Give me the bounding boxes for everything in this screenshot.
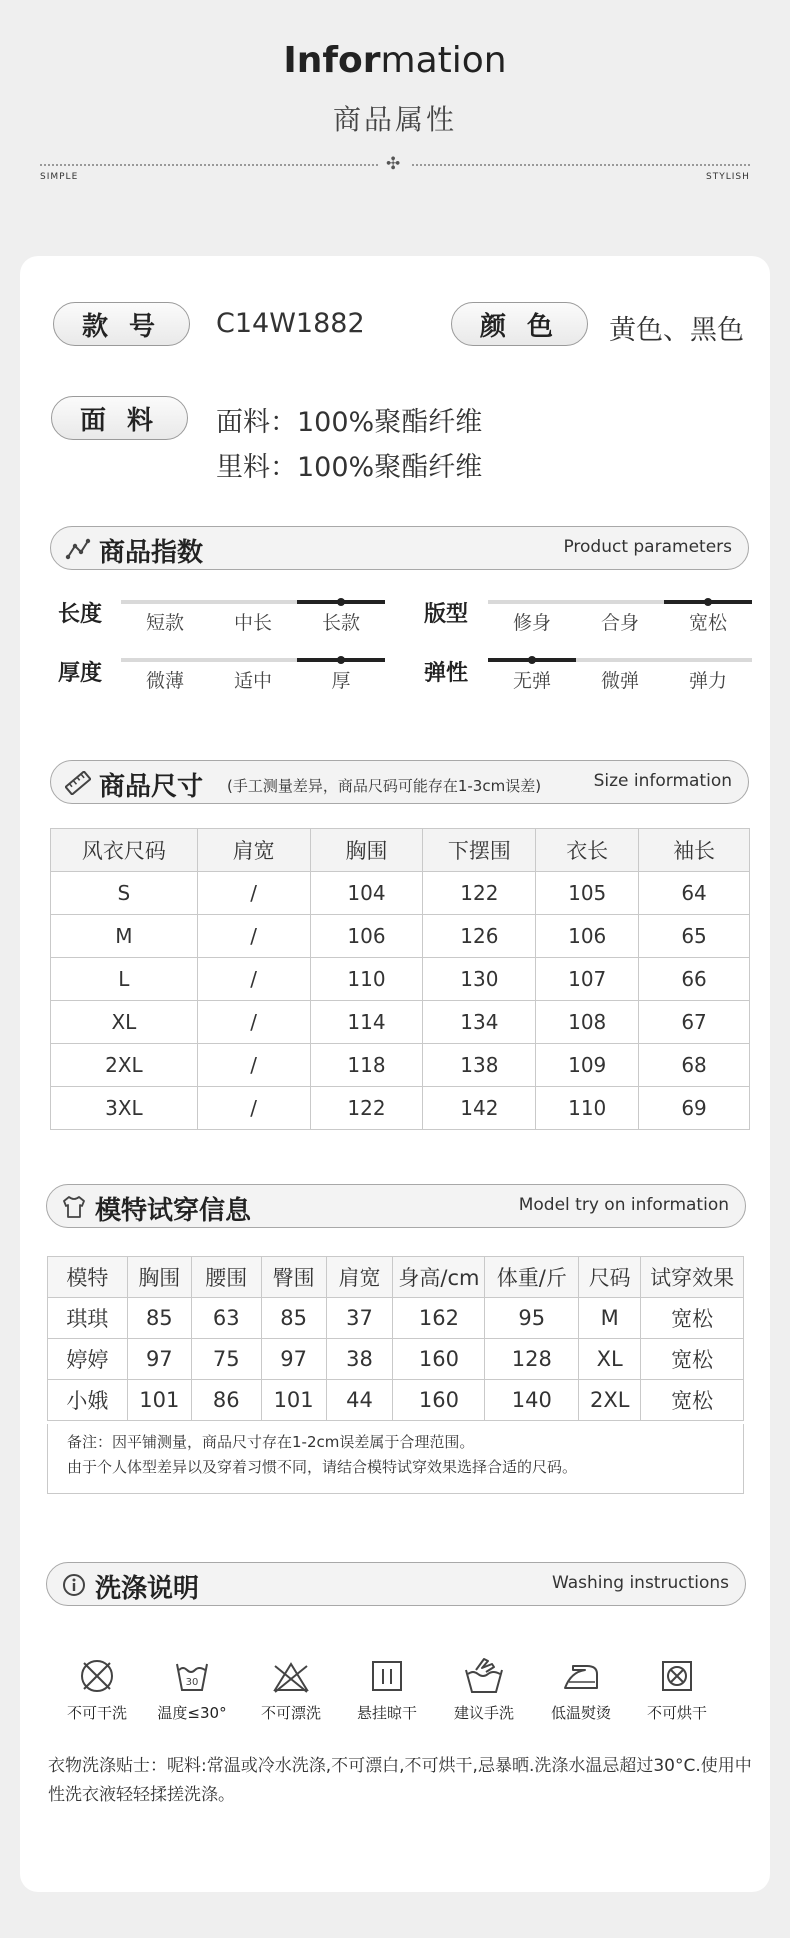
table-cell: 122 [310,1087,423,1130]
table-row [51,1087,750,1130]
table-cell: / [197,915,310,958]
no-dry-clean-icon [77,1656,117,1696]
page-subtitle: 商品属性 [332,103,457,136]
table-cell: 64 [639,872,750,915]
table-cell: 宽松 [641,1298,744,1339]
param-label: 弹性 [424,661,469,686]
divider-ornament-icon: ✣ [386,154,401,174]
table-cell: 37 [326,1298,393,1339]
model-info-header [46,1184,746,1228]
table-cell: 66 [639,958,750,1001]
model-note [47,1424,744,1494]
table-header-row [48,1257,744,1298]
table-cell: 106 [310,915,423,958]
table-cell: / [197,958,310,1001]
table-cell: 101 [261,1380,326,1421]
table-cell: 109 [536,1044,639,1087]
table-header-cell: 尺码 [579,1257,641,1298]
table-cell: 婷婷 [48,1339,128,1380]
table-cell: 110 [536,1087,639,1130]
title-light: mation [380,40,507,81]
table-cell: 134 [423,1001,536,1044]
table-cell: 138 [423,1044,536,1087]
wash-30-icon [172,1656,212,1696]
table-cell: 67 [639,1001,750,1044]
stylish-tag: STYLISH [706,172,750,182]
param-bar [121,658,209,662]
wash-label: 悬挂晾干 [356,1704,417,1722]
table-cell: 118 [310,1044,423,1087]
table-header-cell: 肩宽 [197,829,310,872]
param-option: 厚 [331,670,351,692]
style-no-pill: 款 号 [53,302,190,346]
table-cell: 160 [393,1339,485,1380]
hang-dry-icon [367,1656,407,1696]
table-cell: 107 [536,958,639,1001]
table-cell: / [197,1044,310,1087]
note-line-2: 由于个人体型差异以及穿着习惯不同，请结合模特试穿效果选择合适的尺码。 [67,1458,578,1476]
table-cell: 69 [639,1087,750,1130]
ruler-icon [65,771,91,795]
table-cell: 108 [536,1001,639,1044]
table-header-cell: 肩宽 [326,1257,393,1298]
fabric-lining: 里料：100%聚酯纤维 [216,452,483,483]
wash-item [635,1656,719,1723]
header-divider-right [412,164,750,166]
section-title: 洗涤说明 [95,1574,200,1604]
param-marker [704,598,712,606]
no-bleach-icon [271,1656,311,1696]
param-bar [121,600,209,604]
table-header-cell: 模特 [48,1257,128,1298]
param-option: 弹力 [688,670,727,692]
wash-item [249,1656,333,1723]
section-title: 商品指数 [99,538,204,568]
product-parameters-header [50,526,749,570]
table-cell: S [51,872,198,915]
param-bar [576,658,664,662]
section-title-en: Size information [593,771,732,791]
param-marker [337,656,345,664]
table-cell: / [197,872,310,915]
wash-label: 不可漂洗 [260,1704,321,1722]
wash-item [539,1656,623,1723]
table-row [48,1380,744,1421]
table-cell: 105 [536,872,639,915]
model-table [47,1256,744,1421]
table-cell: 114 [310,1001,423,1044]
hand-wash-icon [462,1656,506,1696]
table-cell: M [51,915,198,958]
table-cell: 2XL [579,1380,641,1421]
wash-item [345,1656,429,1723]
table-cell: L [51,958,198,1001]
table-cell: 宽松 [641,1339,744,1380]
param-option: 适中 [233,670,272,692]
simple-tag: SIMPLE [40,172,79,182]
table-cell: 宽松 [641,1380,744,1421]
table-cell: 130 [423,958,536,1001]
size-note: (手工测量差异，商品尺码可能存在1-3cm误差) [227,777,542,795]
color-pill: 颜 色 [451,302,588,346]
section-title-en: Washing instructions [551,1573,729,1593]
table-cell: 140 [485,1380,579,1421]
table-cell: 95 [485,1298,579,1339]
table-header-cell: 衣长 [536,829,639,872]
table-cell: M [579,1298,641,1339]
param-marker [528,656,536,664]
table-header-cell: 体重/斤 [485,1257,579,1298]
param-bar [209,658,297,662]
table-header-cell: 臀围 [261,1257,326,1298]
washing-tip: 衣物洗涤贴士：呢料:常温或冷水洗涤,不可漂白,不可烘干,忌暴晒.洗涤水温忌超过30°C.使用中性洗衣液轻轻揉搓洗涤。 [48,1756,752,1805]
no-tumble-dry-icon [657,1656,697,1696]
table-cell: 68 [639,1044,750,1087]
table-cell: 110 [310,958,423,1001]
table-row [51,872,750,915]
page-title [0,40,790,81]
table-row [51,1044,750,1087]
table-cell: 63 [191,1298,261,1339]
table-cell: / [197,1001,310,1044]
wash-item [55,1656,139,1723]
param-option: 无弹 [512,670,551,692]
param-option: 修身 [512,612,551,634]
table-cell: 44 [326,1380,393,1421]
table-cell: 128 [485,1339,579,1380]
param-option: 合身 [600,612,639,634]
table-cell: 101 [127,1380,191,1421]
table-cell: 160 [393,1380,485,1421]
param-label: 长度 [58,602,103,627]
table-cell: 85 [261,1298,326,1339]
table-cell: XL [51,1001,198,1044]
wash-item [150,1656,234,1723]
param-marker [337,598,345,606]
table-row [51,958,750,1001]
table-cell: 104 [310,872,423,915]
table-header-cell: 胸围 [127,1257,191,1298]
table-cell: / [197,1087,310,1130]
param-option: 长款 [321,612,360,634]
section-title: 商品尺寸 [99,772,204,802]
wash-item [442,1656,526,1723]
table-header-cell: 下摆围 [423,829,536,872]
param-bar [576,600,664,604]
low-iron-icon [559,1656,603,1696]
fabric-outer: 面料：100%聚酯纤维 [216,407,483,438]
wash-label: 温度≤30° [157,1704,227,1722]
section-title-en: Product parameters [563,537,732,557]
size-info-header [50,760,749,804]
table-cell: 琪琪 [48,1298,128,1339]
table-header-cell: 试穿效果 [641,1257,744,1298]
param-label: 厚度 [58,661,103,686]
table-header-cell: 风衣尺码 [51,829,198,872]
trend-icon [65,537,91,561]
note-line-1: 备注：因平铺测量，商品尺寸存在1-2cm误差属于合理范围。 [67,1433,475,1451]
table-cell: 65 [639,915,750,958]
table-cell: 75 [191,1339,261,1380]
style-no-value: C14W1882 [216,308,365,339]
table-cell: 142 [423,1087,536,1130]
param-label: 版型 [424,602,469,627]
title-bold: Infor [283,40,381,81]
param-option: 微弹 [600,670,639,692]
section-title-en: Model try on information [518,1195,729,1215]
size-table [50,828,750,1130]
table-cell: 2XL [51,1044,198,1087]
table-cell: XL [579,1339,641,1380]
header-divider-left [40,164,378,166]
table-header-cell: 袖长 [639,829,750,872]
color-value: 黄色、黑色 [609,315,744,346]
fabric-pill: 面 料 [51,396,188,440]
table-header-cell: 胸围 [310,829,423,872]
table-cell: 38 [326,1339,393,1380]
table-cell: 小娥 [48,1380,128,1421]
wash-label: 不可干洗 [66,1704,127,1722]
section-title: 模特试穿信息 [95,1196,252,1226]
param-option: 短款 [145,612,184,634]
wash-temp: 30 [185,1677,199,1688]
table-cell: 3XL [51,1087,198,1130]
wash-label: 建议手洗 [453,1704,514,1722]
info-icon [61,1573,87,1597]
table-header-row [51,829,750,872]
table-row [51,1001,750,1044]
table-cell: 162 [393,1298,485,1339]
param-bar [664,658,752,662]
table-cell: 122 [423,872,536,915]
table-cell: 85 [127,1298,191,1339]
table-cell: 86 [191,1380,261,1421]
table-cell: 126 [423,915,536,958]
param-option: 微薄 [145,670,184,692]
washing-header [46,1562,746,1606]
table-cell: 106 [536,915,639,958]
param-bar [209,600,297,604]
table-header-cell: 身高/cm [393,1257,485,1298]
wash-label: 不可烘干 [646,1704,707,1722]
table-header-cell: 腰围 [191,1257,261,1298]
param-option: 宽松 [688,612,727,634]
table-cell: 97 [127,1339,191,1380]
table-row [51,915,750,958]
param-option: 中长 [233,612,272,634]
param-bar [488,600,576,604]
table-row [48,1339,744,1380]
table-row [48,1298,744,1339]
wash-label: 低温熨烫 [550,1704,611,1722]
table-cell: 97 [261,1339,326,1380]
shirt-icon [61,1195,87,1219]
